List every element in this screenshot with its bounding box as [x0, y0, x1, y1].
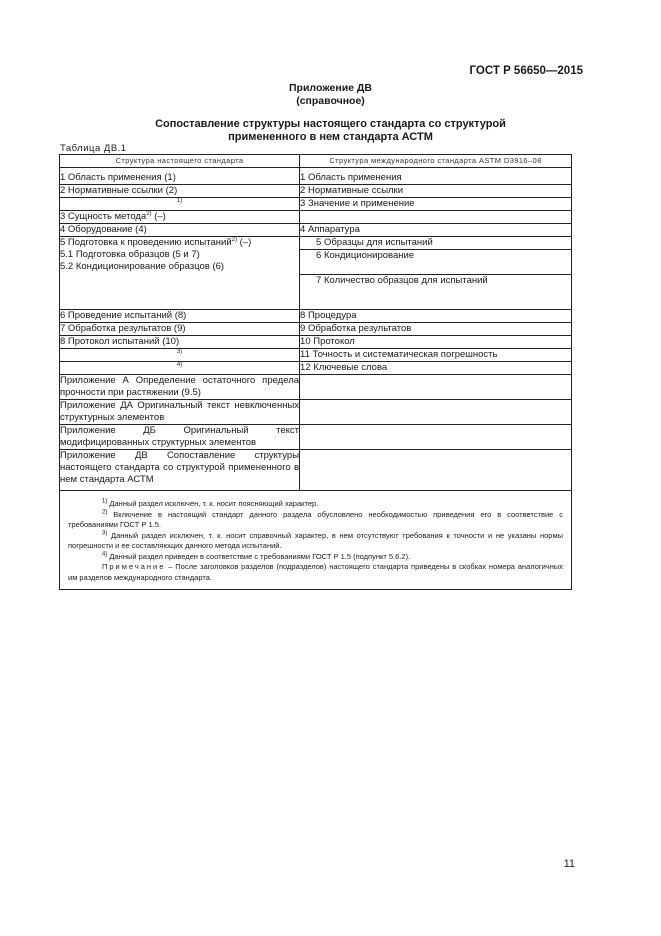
table-cell-left	[60, 362, 300, 375]
footnote	[68, 552, 563, 563]
footnote-marker: 4)	[176, 362, 183, 368]
table-cell-right: 1 Область применения	[300, 172, 572, 185]
table-row	[60, 211, 572, 224]
table-cell-left: 8 Протокол испытаний (10)	[60, 336, 300, 349]
footnote-ref: 2)	[146, 210, 152, 217]
cell-text: 5 Подготовка к проведению испытаний	[60, 237, 232, 248]
table-cell-right: 12 Ключевые слова	[300, 362, 572, 375]
footnote-marker: 4)	[102, 551, 108, 557]
table-row	[60, 375, 572, 400]
annex-subtitle: (справочное)	[296, 95, 365, 107]
table-row	[60, 362, 572, 375]
table-cell-right	[300, 211, 572, 224]
table-row	[60, 349, 572, 362]
table-cell-left: 2 Нормативные ссылки (2)	[60, 185, 300, 198]
table-cell-right	[300, 237, 572, 310]
footnote-marker: 3)	[102, 530, 108, 536]
footnote-marker: 3)	[176, 349, 183, 355]
annex-title: Приложение ДВ	[289, 82, 372, 94]
document-title	[0, 118, 661, 144]
cell-line: 6 Кондиционирование	[300, 250, 571, 275]
table-row	[60, 425, 572, 450]
table-cell-right: 11 Точность и систематическая погрешность	[300, 349, 572, 362]
table-cell-right: 9 Обработка результатов	[300, 323, 572, 336]
cell-line: 7 Количество образцов для испытаний	[316, 275, 488, 286]
table-cell-left	[60, 198, 300, 211]
footnote-marker: 1)	[176, 198, 183, 204]
cell-line	[60, 237, 299, 249]
note-text: – После заголовков разделов (подразделов) настоящего стандарта приведены в скобках номера аналогичных им разделов международного стандарта.	[68, 562, 563, 582]
table-row	[60, 198, 572, 211]
table-note	[68, 562, 563, 583]
table-cell-left	[60, 211, 300, 224]
table-cell-right	[300, 425, 572, 450]
table-cell-right	[300, 375, 572, 400]
page-number: 11	[563, 858, 575, 870]
table-cell-right: 10 Протокол	[300, 336, 572, 349]
footnote-marker: 1)	[102, 498, 108, 505]
table-header-row	[60, 155, 572, 168]
document-title-line-2: примененного в нем стандарта АСТМ	[228, 131, 433, 143]
footnote	[68, 510, 563, 531]
table-cell-left: Приложение ДА Оригинальный текст невключенных структурных элементов	[60, 400, 300, 423]
table-cell-left: 6 Проведение испытаний (8)	[60, 310, 300, 323]
footnote-ref: 2)	[231, 236, 237, 243]
footnote-marker: 2)	[102, 509, 108, 515]
footnote-text: Данный раздел исключен, т. к. носит справочный характер, в нем отсутствуют требования к точности и не указаны нормы погрешности и ее составляющих данного метода испытаний.	[68, 530, 563, 550]
cell-text-tail: (–)	[151, 211, 166, 222]
column-header-left: Структура настоящего стандарта	[60, 155, 300, 168]
footnotes-cell	[60, 491, 572, 590]
table-footnotes	[60, 491, 572, 590]
document-title-line-1: Сопоставление структуры настоящего стандарта со структурой	[155, 118, 506, 130]
table-row	[60, 310, 572, 323]
footnote	[68, 531, 563, 552]
table-cell-right: 2 Нормативные ссылки	[300, 185, 572, 198]
table-cell-right: 8 Процедура	[300, 310, 572, 323]
table-cell-right	[300, 400, 572, 425]
table-cell-left	[60, 237, 300, 310]
table-row	[60, 237, 572, 310]
table-cell-left: 1 Область применения (1)	[60, 172, 300, 185]
cell-line: 5.1 Подготовка образцов (5 и 7)	[60, 249, 200, 260]
table-cell-left: Приложение ДВ Сопоставление структуры настоящего стандарта со структурой примененного в нем стандарта АСТМ	[60, 450, 300, 491]
table-label: Таблица ДВ.1	[60, 143, 127, 154]
cell-line: 5 Образцы для испытаний	[300, 237, 571, 250]
table-cell-right	[300, 450, 572, 491]
comparison-table	[59, 154, 572, 590]
footnote-text: Данный раздел исключен, т. к. носит поясняющий характер.	[107, 499, 319, 508]
footnote-text: Данный раздел приведен в соответствие с требованиями ГОСТ Р 1.5 (подпункт 5.6.2).	[107, 551, 411, 561]
annex-heading	[0, 82, 661, 108]
table-cell-right: 4 Аппаратура	[300, 224, 572, 237]
table-cell-left	[60, 349, 300, 362]
document-header: ГОСТ Р 56650—2015	[469, 65, 583, 77]
table-row	[60, 336, 572, 349]
table-cell-left: 4 Оборудование (4)	[60, 224, 300, 237]
cell-text-tail: (–)	[237, 237, 252, 248]
cell-line: 5.2 Кондиционирование образцов (6)	[60, 261, 225, 272]
table-cell-right: 3 Значение и применение	[300, 198, 572, 211]
footnote	[68, 499, 563, 510]
cell-text: 3 Сущность метода	[60, 211, 147, 222]
table-cell-left: Приложение А Определение остаточного предела прочности при растяжении (9.5)	[60, 375, 300, 398]
footnote-text: Включение в настоящий стандарт данного раздела обусловлено необходимостью приведения его в соответствие с требованиями ГОСТ Р 1.5.	[68, 509, 563, 529]
table-row	[60, 172, 572, 185]
column-header-right: Структура международного стандарта ASTM D3916–08	[300, 155, 572, 168]
table-row	[60, 323, 572, 336]
table-cell-left: 7 Обработка результатов (9)	[60, 323, 300, 336]
table-row	[60, 185, 572, 198]
note-label: Примечание	[102, 562, 166, 571]
table-row	[60, 224, 572, 237]
table-row	[60, 400, 572, 425]
table-cell-left: Приложение ДБ Оригинальный текст модифицированных структурных элементов	[60, 425, 300, 448]
table-row	[60, 450, 572, 491]
